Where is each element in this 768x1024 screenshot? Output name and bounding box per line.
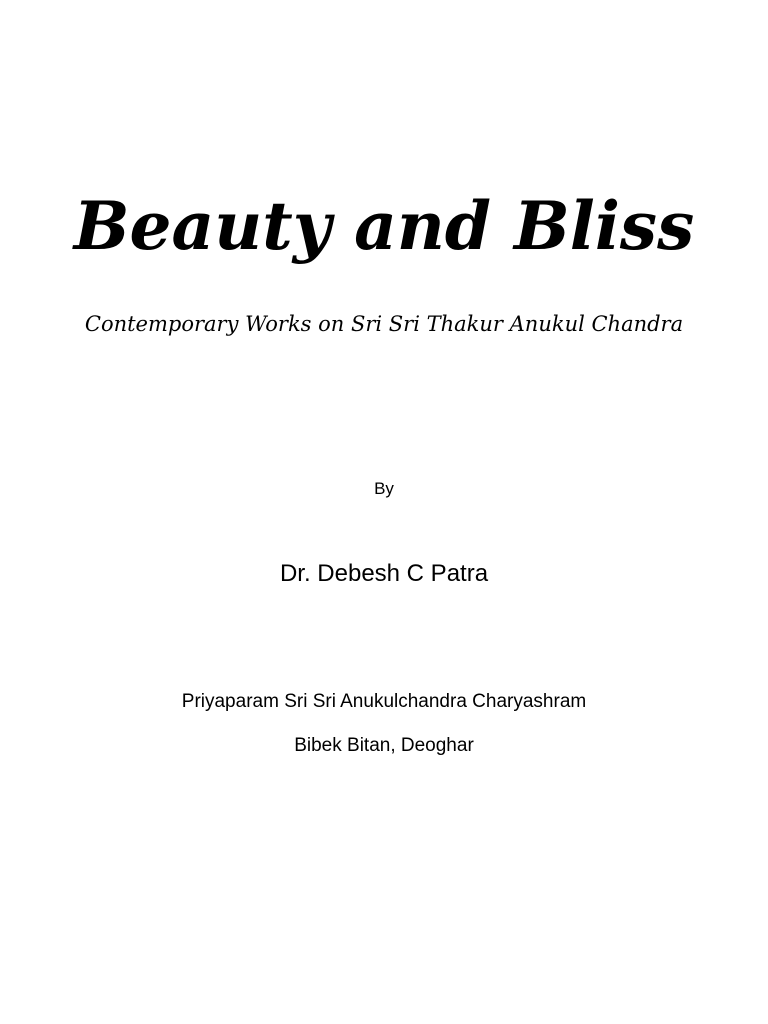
author-name: Dr. Debesh C Patra xyxy=(279,560,489,587)
book-title: Beauty and Bliss xyxy=(73,187,695,265)
by-label: By xyxy=(374,479,394,498)
book-subtitle: Contemporary Works on Sri Sri Thakur Anukul Chandra xyxy=(84,312,684,336)
publisher-place: Bibek Bitan, Deoghar xyxy=(294,735,474,756)
publisher-name: Priyaparam Sri Sri Anukulchandra Charyashram xyxy=(181,691,587,712)
